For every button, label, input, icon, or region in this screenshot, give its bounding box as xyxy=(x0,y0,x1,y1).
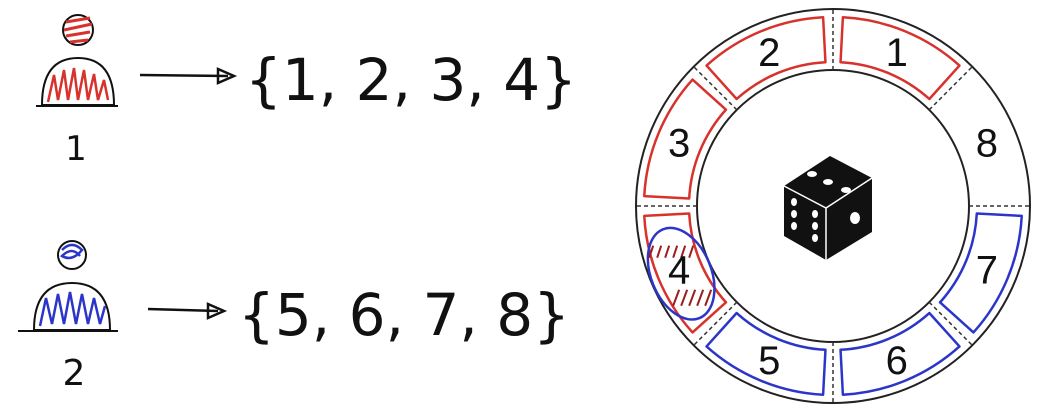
sector-label-4: 4 xyxy=(668,248,691,293)
sector-label-6: 6 xyxy=(885,338,908,383)
player-2-icon xyxy=(18,241,118,331)
wheel-divider xyxy=(694,302,737,345)
sector-label-2: 2 xyxy=(758,31,781,76)
sector-label-8: 8 xyxy=(975,121,998,166)
wheel-divider xyxy=(694,67,737,110)
player-1-set: {1, 2, 3, 4} xyxy=(245,46,578,114)
wheel-divider xyxy=(929,302,972,345)
sector-label-1: 1 xyxy=(885,31,908,76)
dice-icon xyxy=(784,156,872,260)
player-2-set: {5, 6, 7, 8} xyxy=(238,281,571,349)
player-1-number: 1 xyxy=(65,129,87,169)
wheel xyxy=(635,9,1030,403)
player-1-icon xyxy=(36,15,118,106)
player-2-arrow xyxy=(148,304,224,318)
sector-label-3: 3 xyxy=(668,121,691,166)
player-1-group xyxy=(36,15,577,169)
player-2-group xyxy=(18,241,570,394)
player-2-number: 2 xyxy=(62,353,86,394)
sector-label-5: 5 xyxy=(758,338,781,383)
wheel-divider xyxy=(929,67,972,110)
player-1-arrow xyxy=(140,69,234,83)
sector-label-7: 7 xyxy=(975,248,998,293)
